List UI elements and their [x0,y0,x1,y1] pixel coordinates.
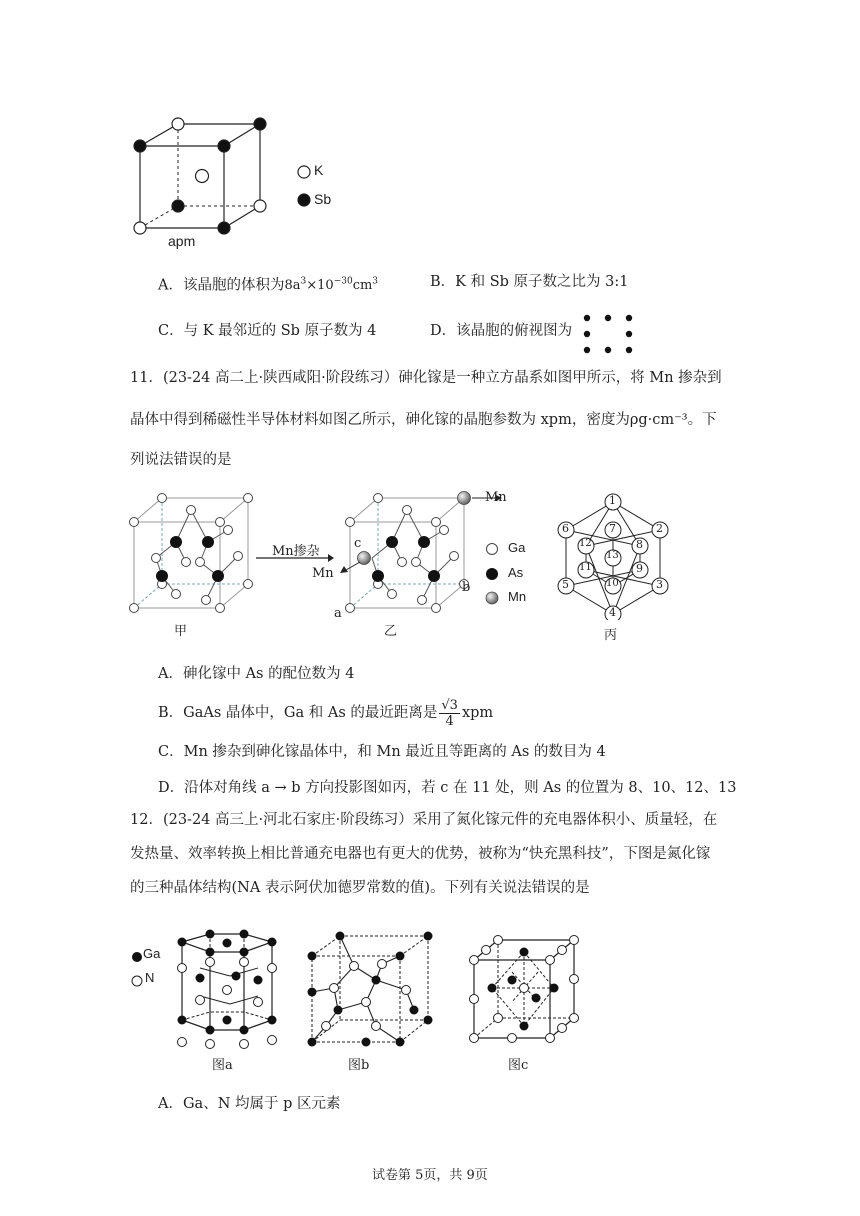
q10-legend-k-label: K [314,162,324,178]
q11-stem-line-1: 11．(23-24 高二上·陕西咸阳·阶段练习）砷化镓是一种立方晶系如图甲所示，将 Mn 掺杂到 [130,370,722,386]
q11-option-d: D．沿体对角线 a → b 方向投影图如丙，若 c 在 11 处，则 As 的位置为 8、10、12、13 [158,780,737,796]
q10-option-d: D．该晶胞的俯视图为 [430,323,573,339]
q10-option-b: B．K 和 Sb 原子数之比为 3:1 [430,274,629,290]
projection-number-3: 3 [656,578,663,591]
q11-option-b-numerator: √3 [441,697,458,713]
projection-number-11: 11 [579,562,592,573]
q12-figure-a-hexagonal [170,928,286,1052]
q12-legend-n-label: N [145,970,155,985]
projection-number-5: 5 [562,578,569,591]
q11-option-c: C．Mn 掺杂到砷化镓晶体中，和 Mn 最近且等距离的 As 的数目为 4 [158,744,606,760]
q10-option-a-formula: $8a^3\times 10^{-30}cm^3$ [284,277,379,294]
q12-label-a: 图a [212,1058,233,1073]
projection-number-4: 4 [609,606,616,619]
projection-number-1: 1 [609,494,616,507]
projection-number-13: 13 [606,550,619,561]
projection-number-10: 10 [606,578,619,589]
q11-label-mn-top: Mn [485,490,507,505]
q11-legend-mn-icon [484,590,500,606]
projection-number-8: 8 [636,538,643,551]
projection-number-9: 9 [636,562,643,575]
q10-crystal-cell-figure [130,112,370,252]
q11-label-a: a [334,606,342,621]
q12-figure-c-cubic [466,932,584,1048]
q11-label-yi: 乙 [384,624,398,639]
q11-stem-line-2: 晶体中得到稀磁性半导体材料如图乙所示，砷化镓的晶胞参数为 xpm，密度为ρg·cm⁻³。下 [130,412,717,428]
q12-label-b: 图b [348,1058,370,1073]
q11-stem-line-3: 列说法错误的是 [130,452,232,468]
q12-stem-line-1: 12．(23-24 高三上·河北石家庄·阶段练习）采用了氮化镓元件的充电器体积小、质量轻，在 [130,812,718,828]
q11-label-jia: 甲 [174,624,188,639]
q11-option-b-denominator: 4 [445,713,454,729]
q10-top-view-icon [580,312,636,358]
q11-label-mn-left: Mn [312,566,334,581]
projection-number-12: 12 [579,538,592,549]
q11-label-bing: 丙 [604,628,618,643]
q12-stem-line-3: 的三种晶体结构(NA 表示阿伏加德罗常数的值)。下列有关说法错误的是 [130,880,590,896]
q11-legend-as-label: As [508,565,524,580]
q12-figure-b-cubic [304,930,438,1050]
q11-legend-as-icon [484,566,500,582]
q10-legend-sb-icon [296,192,312,208]
q12-legend-n-icon [130,974,144,988]
q11-figure-jia [128,490,258,620]
q11-option-b-prefix: B．GaAs 晶体中，Ga 和 As 的最近距离是 [158,705,438,721]
q11-option-a: A．砷化镓中 As 的配位数为 4 [158,666,355,682]
q11-legend-ga-icon [484,541,500,557]
page-footer: 试卷第 5页，共 9页 [372,1168,488,1183]
projection-number-7: 7 [609,522,616,535]
q10-legend-sb-label: Sb [314,191,332,207]
q12-label-c: 图c [508,1058,529,1073]
projection-number-6: 6 [562,522,569,535]
q11-label-c: c [354,536,362,551]
q11-label-b: b [462,580,471,595]
q11-option-b-suffix: xpm [461,705,494,721]
q12-legend-ga-icon [130,950,144,964]
q11-projection-numbers [550,490,676,620]
q10-option-a [158,272,378,296]
q12-option-a: A．Ga、N 均属于 p 区元素 [158,1096,341,1112]
q11-arrow-label: Mn掺杂 [272,544,320,559]
q11-legend-ga-label: Ga [508,540,526,555]
q12-stem-line-2: 发热量、效率转换上相比普通充电器也有更大的优势，被称为“快充黑科技”，下图是氮化镓 [130,846,711,862]
projection-number-2: 2 [656,522,663,535]
q10-figure-bottom-label: apm [168,233,196,249]
q10-option-a-prefix: A．该晶胞的体积为 [158,277,285,294]
q11-option-b-fraction [439,698,460,729]
q10-option-c: C．与 K 最邻近的 Sb 原子数为 4 [158,323,377,339]
q11-legend-mn-label: Mn [508,589,527,604]
q10-legend-k-icon [296,164,312,180]
q12-legend-ga-label: Ga [143,946,161,961]
q11-option-b [158,696,493,730]
